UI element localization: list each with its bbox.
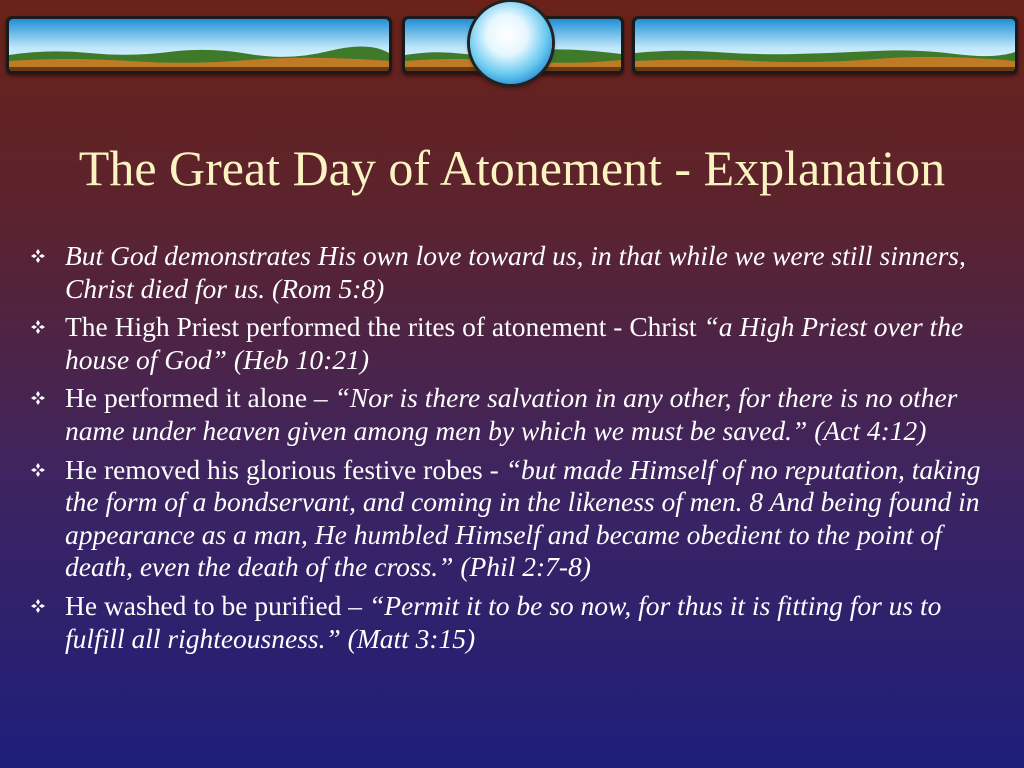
bullet-item-3 [28, 382, 1003, 447]
four-diamond-bullet-icon [28, 382, 48, 414]
bullet-italic-quote: “a High Priest over the house of God” (Heb 10:21) [65, 311, 964, 375]
four-diamond-bullet-icon [28, 590, 48, 622]
bullet-italic-quote: But God demonstrates His own love toward us, in that while we were still sinners, Christ died for us. (Rom 5:8) [65, 240, 966, 304]
bullet-italic-quote: “but made Himself of no reputation, taking the form of a bondservant, and coming in the likeness of men. 8 And being found in appearance as a man, He humbled Himself and became obedient to the point of death, even the death of the cross.” (Phil 2:7-8) [65, 453, 981, 583]
bullet-plain-text: He performed it alone – [65, 382, 335, 414]
bullet-item-4 [28, 454, 1003, 584]
bullet-list [28, 240, 1003, 661]
bullet-item-2 [28, 311, 1003, 376]
bullet-italic-quote: “Permit it to be so now, for thus it is fitting for us to fulfill all righteousness.” (Matt 3:15) [65, 589, 942, 654]
landscape-panel-right [632, 16, 1018, 74]
globe-orb-icon [470, 2, 552, 84]
landscape-panel-left [6, 16, 392, 74]
bullet-plain-text: He removed his glorious festive robes - [65, 453, 506, 485]
bullet-item-1 [28, 240, 1003, 305]
bullet-plain-text: The High Priest performed the rites of atonement - Christ [65, 311, 704, 343]
header-banner [0, 0, 1024, 100]
bullet-italic-quote: “Nor is there salvation in any other, for there is no other name under heaven given among men by which we must be saved.” (Act 4:12) [65, 382, 958, 446]
four-diamond-bullet-icon [28, 454, 48, 486]
slide-title: The Great Day of Atonement - Explanation [78, 140, 946, 196]
four-diamond-bullet-icon [28, 311, 48, 343]
bullet-plain-text: He washed to be purified – [65, 589, 369, 621]
bullet-item-5 [28, 590, 1003, 655]
four-diamond-bullet-icon [28, 240, 48, 272]
